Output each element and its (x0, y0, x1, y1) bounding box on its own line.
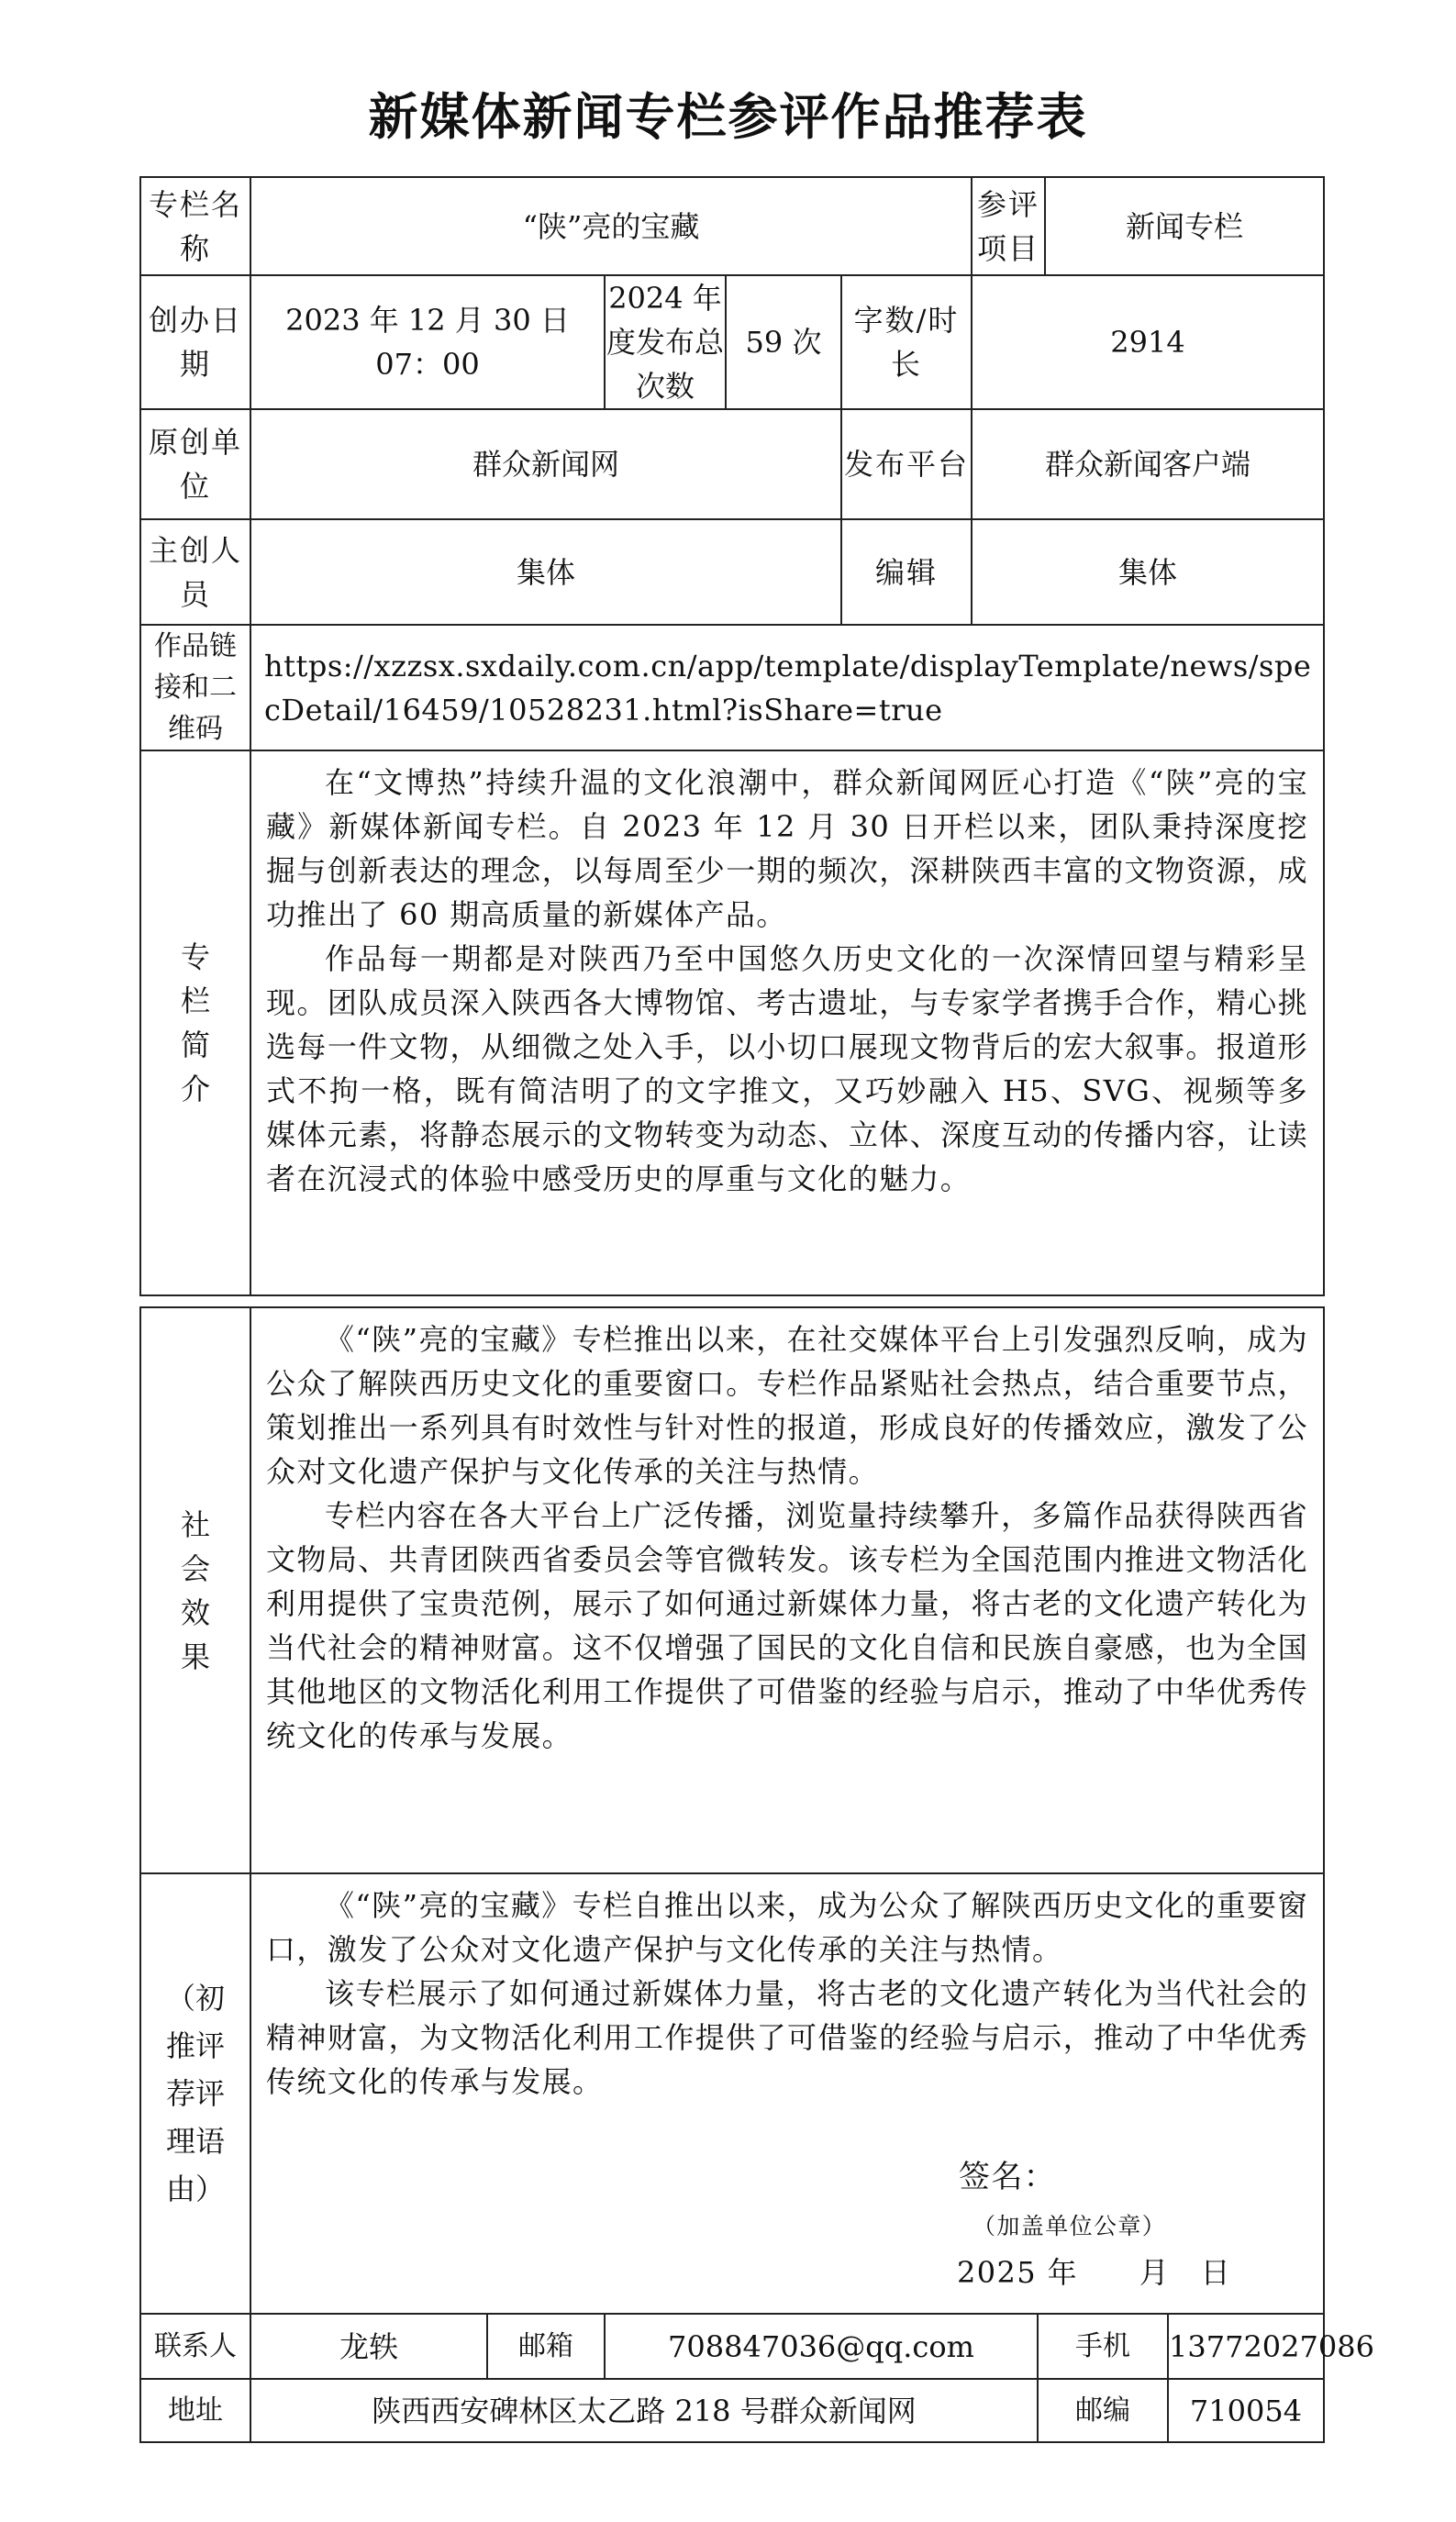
intro-label-text: 专栏简介 (181, 939, 211, 1106)
platform-label: 发布平台 (841, 409, 972, 519)
seal-note: （加盖单位公章） (973, 2213, 1167, 2239)
intro-label (140, 750, 250, 1295)
info-table-bottom (139, 1306, 1374, 2443)
platform: 群众新闻客户端 (972, 409, 1324, 519)
reason-paragraph-1: 《“陕”亮的宝藏》专栏自推出以来，成为公众了解陕西历史文化的重要窗口，激发了公众对文化遗产保护与文化传承的关注与热情。 (266, 1888, 1308, 1967)
info-table-top (139, 176, 1325, 1296)
length-label: 字数/时长 (841, 275, 972, 409)
address-label: 地址 (140, 2379, 250, 2442)
unit-label: 原创单位 (140, 409, 250, 519)
total: 59 次 (726, 275, 841, 409)
email[interactable]: 708847036@qq.com (605, 2314, 1038, 2379)
work-link[interactable]: https://xzzsx.sxdaily.com.cn/app/template/displayTemplate/news/specDetail/16459/10528231.html?isShare=true (250, 625, 1324, 750)
author-label: 主创人员 (140, 519, 250, 625)
phone-label: 手机 (1038, 2314, 1168, 2379)
editor: 集体 (972, 519, 1324, 625)
contact-name: 龙轶 (250, 2314, 487, 2379)
email-label: 邮箱 (487, 2314, 605, 2379)
unit: 群众新闻网 (250, 409, 841, 519)
author: 集体 (250, 519, 841, 625)
link-label: 作品链接和二维码 (140, 625, 250, 750)
signature-label: 签名： (959, 2159, 1057, 2195)
zip-label: 邮编 (1038, 2379, 1168, 2442)
total-label: 2024 年度发布总次数 (605, 275, 726, 409)
page-title: 新媒体新闻专栏参评作品推荐表 (368, 88, 1088, 146)
category-label: 参评项目 (972, 177, 1045, 275)
zip: 710054 (1168, 2379, 1324, 2442)
start-date: 2023 年 12 月 30 日 07：00 (250, 275, 605, 409)
editor-label: 编辑 (841, 519, 972, 625)
column-name-label: 专栏名称 (140, 177, 250, 275)
reason-label-text: （初推评荐评理语由） (166, 1981, 226, 2206)
sign-date: 2025 年 月 日 (957, 2255, 1232, 2290)
start-date-label: 创办日期 (140, 275, 250, 409)
address: 陕西西安碑林区太乙路 218 号群众新闻网 (250, 2379, 1038, 2442)
effect-label-text: 社会效果 (181, 1506, 211, 1674)
effect-paragraph-2: 专栏内容在各大平台上广泛传播，浏览量持续攀升，多篇作品获得陕西省文物局、共青团陕西省委员会等官微转发。该专栏为全国范围内推进文物活化利用提供了宝贵范例，展示了如何通过新媒体力量，将古老的文化遗产转化为当代社会的精神财富。这不仅增强了国民的文化自信和民族自豪感，也为全国其他地区的文物活化利用工作提供了可借鉴的经验与启示，推动了中华优秀传统文化的传承与发展。 (266, 1498, 1308, 1753)
category: 新闻专栏 (1045, 177, 1324, 275)
intro-text (250, 750, 1324, 1295)
contact-label: 联系人 (140, 2314, 250, 2379)
effect-text (250, 1307, 1324, 1873)
column-name: “陕”亮的宝藏 (250, 177, 972, 275)
reason-text (250, 1873, 1324, 2314)
intro-paragraph-2: 作品每一期都是对陕西乃至中国悠久历史文化的一次深情回望与精彩呈现。团队成员深入陕西各大博物馆、考古遗址，与专家学者携手合作，精心挑选每一件文物，从细微之处入手，以小切口展现文物背后的宏大叙事。报道形式不拘一格，既有简洁明了的文字推文，又巧妙融入 H5、SVG、视频等多媒体元素，将静态展示的文物转变为动态、立体、深度互动的传播内容，让读者在沉浸式的体验中感受历史的厚重与文化的魅力。 (266, 941, 1309, 1196)
length: 2914 (972, 275, 1324, 409)
effect-label (140, 1307, 250, 1873)
effect-paragraph-1: 《“陕”亮的宝藏》专栏推出以来，在社交媒体平台上引发强烈反响，成为公众了解陕西历史文化的重要窗口。专栏作品紧贴社会热点，结合重要节点，策划推出一系列具有时效性与针对性的报道，形成良好的传播效应，激发了公众对文化遗产保护与文化传承的关注与热情。 (266, 1322, 1308, 1489)
intro-paragraph-1: 在“文博热”持续升温的文化浪潮中，群众新闻网匠心打造《“陕”亮的宝藏》新媒体新闻专栏。自 2023 年 12 月 30 日开栏以来，团队秉持深度挖掘与创新表达的理念，以每周至少一期的频次，深耕陕西丰富的文物资源，成功推出了 60 期高质量的新媒体产品。 (266, 765, 1309, 932)
signature-block (266, 2104, 1308, 2296)
reason-paragraph-2: 该专栏展示了如何通过新媒体力量，将古老的文化遗产转化为当代社会的精神财富，为文物活化利用工作提供了可借鉴的经验与启示，推动了中华优秀传统文化的传承与发展。 (266, 1976, 1308, 2099)
phone: 13772027086 (1168, 2314, 1324, 2379)
reason-label (140, 1873, 250, 2314)
